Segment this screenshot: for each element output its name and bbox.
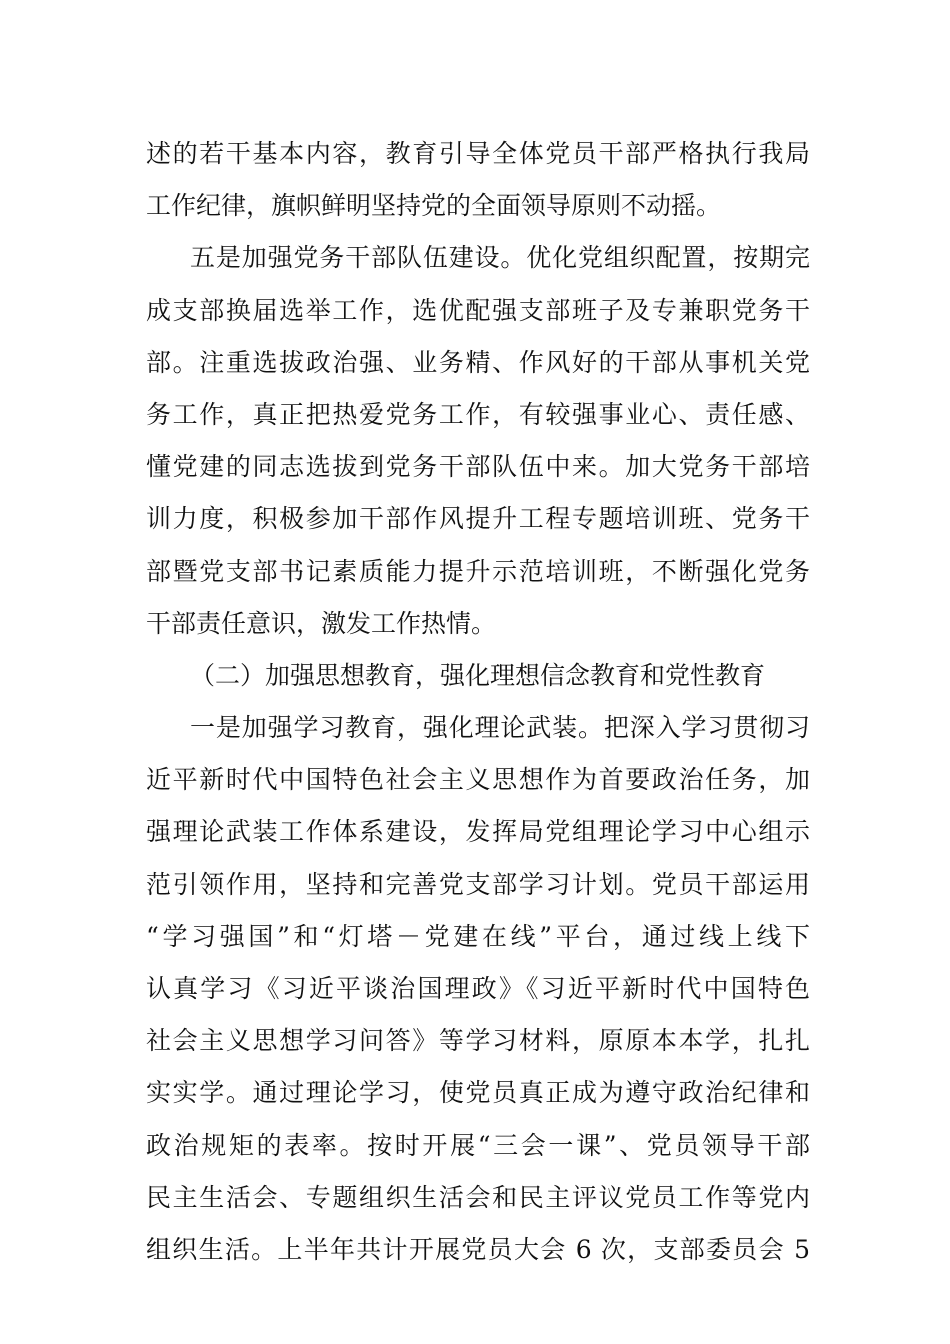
text-line: 部暨党支部书记素质能力提升示范培训班，不断强化党务	[146, 556, 810, 586]
text-line: 训力度，积极参加干部作风提升工程专题培训班、党务干	[146, 504, 810, 534]
text-line: 组织生活。上半年共计开展党员大会 6 次，支部委员会 5	[146, 1234, 810, 1264]
text-line: 务工作，真正把热爱党务工作，有较强事业心、责任感、	[146, 399, 810, 429]
text-line: 社会主义思想学习问答》等学习材料，原原本本学，扎扎	[146, 1026, 810, 1056]
text-line: 述的若干基本内容，教育引导全体党员干部严格执行我局	[146, 139, 810, 168]
body-text	[146, 128, 810, 1276]
text-line: “学习强国”和“灯塔－党建在线”平台，通过线上线下	[146, 921, 810, 951]
paragraph-end-line: 工作纪律，旗帜鲜明坚持党的全面领导原则不动摇。	[146, 191, 722, 221]
paragraph-end-line: 干部责任意识，激发工作热情。	[146, 608, 497, 638]
text-line: 近平新时代中国特色社会主义思想作为首要政治任务，加	[146, 765, 810, 795]
text-line: 部。注重选拔政治强、业务精、作风好的干部从事机关党	[146, 347, 810, 377]
text-line: 懂党建的同志选拔到党务干部队伍中来。加大党务干部培	[146, 452, 810, 482]
text-line: 认真学习《习近平谈治国理政》《习近平新时代中国特色	[146, 974, 810, 1003]
text-line: 成支部换届选举工作，选优配强支部班子及专兼职党务干	[146, 295, 810, 325]
paragraph-start-line: 一是加强学习教育，强化理论武装。把深入学习贯彻习	[190, 713, 810, 743]
section-heading: （二）加强思想教育，强化理想信念教育和党性教育	[190, 660, 766, 690]
text-line: 范引领作用，坚持和完善党支部学习计划。党员干部运用	[146, 869, 810, 899]
text-line: 实实学。通过理论学习，使党员真正成为遵守政治纪律和	[146, 1078, 810, 1108]
text-line: 强理论武装工作体系建设，发挥局党组理论学习中心组示	[146, 817, 810, 847]
text-line: 民主生活会、专题组织生活会和民主评议党员工作等党内	[146, 1182, 810, 1212]
paragraph-start-line: 五是加强党务干部队伍建设。优化党组织配置，按期完	[190, 243, 810, 273]
text-line: 政治规矩的表率。按时开展“三会一课”、党员领导干部	[146, 1130, 810, 1160]
